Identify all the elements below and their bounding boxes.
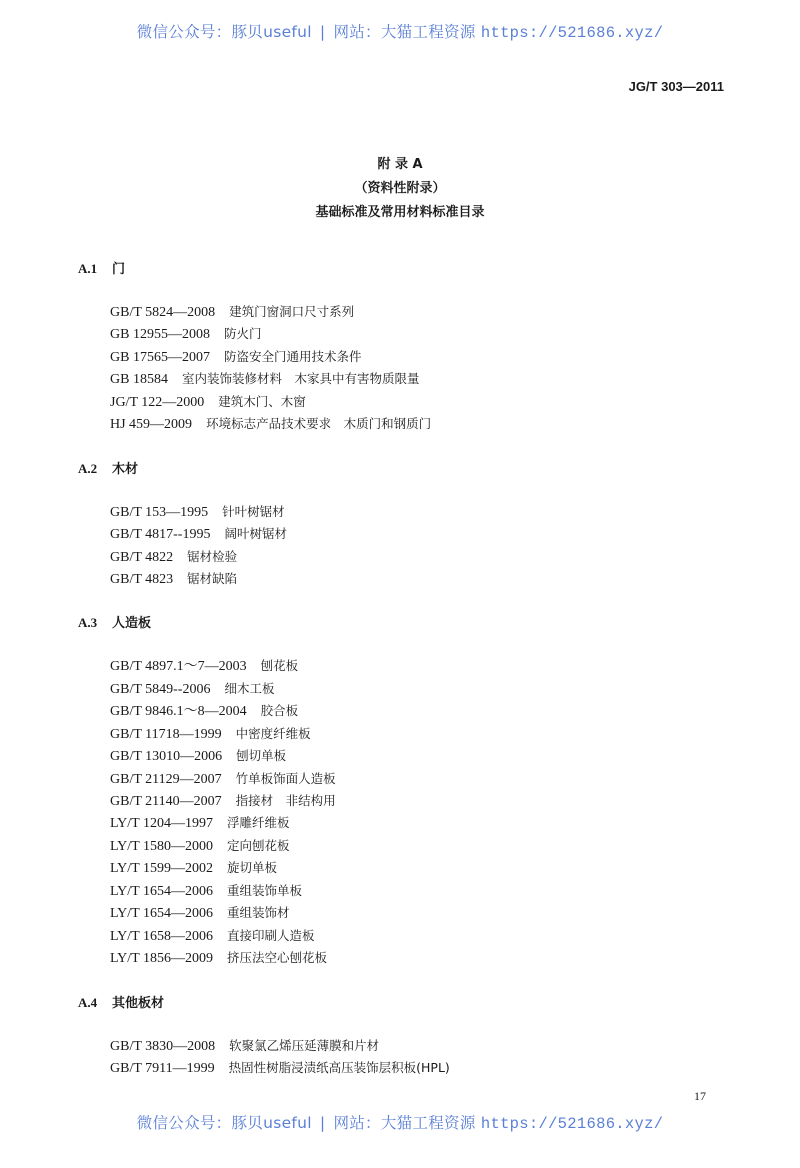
watermark-site: 网站：大猫工程资源 xyxy=(333,23,476,41)
watermark-top xyxy=(0,20,800,42)
standard-code: GB/T 4823 xyxy=(110,571,174,587)
appendix-heading: 基础标准及常用材料标准目录 xyxy=(315,205,485,220)
standard-code: GB/T 3830—2008 xyxy=(110,1038,216,1054)
list-item xyxy=(110,857,728,879)
standard-name: 刨切单板 xyxy=(236,748,287,764)
watermark-separator: | xyxy=(319,1114,326,1132)
section-number: A.4 xyxy=(78,994,98,1010)
watermark-url[interactable]: https://521686.xyz/ xyxy=(480,1115,664,1133)
standard-code: LY/T 1654—2006 xyxy=(110,906,213,922)
section-title: 木材 xyxy=(112,461,139,477)
watermark-separator: | xyxy=(319,23,326,41)
standard-name: 建筑门窗洞口尺寸系列 xyxy=(229,304,355,319)
section-title: 门 xyxy=(112,262,126,277)
standard-code: GB/T 21129—2007 xyxy=(110,771,222,787)
section-heading xyxy=(78,258,728,280)
watermark-account: 微信公众号：豚贝useful xyxy=(136,1114,312,1132)
standard-code: LY/T 1658—2006 xyxy=(110,928,213,944)
standard-name: 防盗安全门通用技术条件 xyxy=(223,348,362,364)
list-item xyxy=(110,947,728,969)
appendix-label: 附 录 A xyxy=(377,157,423,172)
standard-code: LY/T 1654—2006 xyxy=(110,883,213,899)
standard-code: JG/T 122—2000 xyxy=(110,394,205,410)
standard-code: GB 17565—2007 xyxy=(110,349,210,365)
list-item xyxy=(110,523,728,545)
standard-name: 软聚氯乙烯压延薄膜和片材 xyxy=(229,1037,380,1053)
list-item xyxy=(110,768,728,790)
list-item xyxy=(110,700,728,722)
list-item xyxy=(110,301,728,323)
watermark-account: 微信公众号：豚贝useful xyxy=(136,23,312,41)
section-heading xyxy=(78,612,728,634)
standard-name: 建筑木门、木窗 xyxy=(218,393,306,409)
list-item xyxy=(110,391,728,413)
standards-list xyxy=(78,258,728,1101)
list-item xyxy=(110,368,728,390)
appendix-type: （资料性附录） xyxy=(354,181,446,196)
standard-name: 浮雕纤维板 xyxy=(226,815,290,831)
list-item xyxy=(110,346,728,368)
standard-name: 细木工板 xyxy=(224,680,275,696)
standard-name: 阔叶树锯材 xyxy=(224,526,287,542)
section-title: 人造板 xyxy=(112,616,152,632)
standard-name: 防火门 xyxy=(223,326,262,342)
standard-name: 竹单板饰面人造板 xyxy=(235,770,336,786)
list-item xyxy=(110,655,728,677)
standard-code: HJ 459—2009 xyxy=(110,417,193,433)
standard-code: GB/T 13010—2006 xyxy=(110,749,223,765)
standard-code: LY/T 1204—1997 xyxy=(110,816,213,832)
section-items xyxy=(110,1035,728,1080)
standard-name: 胶合板 xyxy=(260,703,299,719)
standard-code: GB 12955—2008 xyxy=(110,327,210,343)
page-number: 17 xyxy=(694,1089,706,1103)
standard-number: JG/T 303—2011 xyxy=(628,79,724,94)
standard-name: 中密度纤维板 xyxy=(235,725,311,741)
list-item xyxy=(110,790,728,812)
standard-name: 环境标志产品技术要求 木质门和钢质门 xyxy=(206,416,432,432)
section-heading xyxy=(78,458,728,480)
standard-code: GB/T 7911—1999 xyxy=(110,1060,215,1076)
standard-name: 指接材 非结构用 xyxy=(235,793,336,808)
standard-code: GB 18584 xyxy=(110,372,168,388)
section-title: 其他板材 xyxy=(112,995,165,1011)
appendix-title xyxy=(0,153,800,225)
standard-name: 直接印刷人造板 xyxy=(226,927,315,943)
watermark-bottom xyxy=(0,1111,800,1133)
section-items xyxy=(110,501,728,591)
standard-name: 室内装饰装修材料 木家具中有害物质限量 xyxy=(181,371,420,387)
list-item xyxy=(110,568,728,590)
standard-code: GB/T 4897.1～7—2003 xyxy=(110,659,247,675)
list-item xyxy=(110,413,728,435)
section-items xyxy=(110,655,728,969)
standard-name: 锯材缺陷 xyxy=(187,570,238,586)
standard-name: 定向刨花板 xyxy=(226,837,290,853)
standard-code: GB/T 21140—2007 xyxy=(110,794,222,809)
standard-code: LY/T 1599—2002 xyxy=(110,861,213,877)
standard-code: GB/T 4817--1995 xyxy=(110,527,211,543)
list-item xyxy=(110,678,728,700)
section-number: A.1 xyxy=(78,261,98,276)
section-number: A.2 xyxy=(78,460,98,476)
standard-code: LY/T 1856—2009 xyxy=(110,951,213,967)
standard-code: GB/T 9846.1～8—2004 xyxy=(110,704,247,720)
standard-name: 刨花板 xyxy=(260,658,299,674)
standard-code: GB/T 153—1995 xyxy=(110,504,209,520)
standard-name: 重组装饰材 xyxy=(226,905,290,921)
list-item xyxy=(110,880,728,902)
section-number: A.3 xyxy=(78,615,98,631)
section-heading xyxy=(78,992,728,1014)
list-item xyxy=(110,546,728,568)
standard-code: GB/T 4822 xyxy=(110,549,174,565)
list-item xyxy=(110,902,728,924)
standard-code: LY/T 1580—2000 xyxy=(110,838,213,854)
standard-name: 热固性树脂浸渍纸高压装饰层积板(HPL) xyxy=(228,1059,450,1075)
standard-code: GB/T 5849--2006 xyxy=(110,681,211,697)
list-item xyxy=(110,812,728,834)
list-item xyxy=(110,1035,728,1057)
list-item xyxy=(110,323,728,345)
standard-code: GB/T 5824—2008 xyxy=(110,305,216,320)
list-item xyxy=(110,835,728,857)
standard-name: 挤压法空心刨花板 xyxy=(226,950,327,966)
list-item xyxy=(110,501,728,523)
standard-code: GB/T 11718—1999 xyxy=(110,726,222,742)
standard-name: 重组装饰单板 xyxy=(226,882,302,898)
standard-name: 针叶树锯材 xyxy=(222,503,285,519)
watermark-url[interactable]: https://521686.xyz/ xyxy=(480,24,664,42)
standard-name: 锯材检验 xyxy=(187,548,238,564)
list-item xyxy=(110,1057,728,1079)
list-item xyxy=(110,745,728,767)
section-items xyxy=(110,301,728,436)
list-item xyxy=(110,925,728,947)
list-item xyxy=(110,723,728,745)
standard-name: 旋切单板 xyxy=(226,860,277,876)
watermark-site: 网站：大猫工程资源 xyxy=(333,1114,476,1132)
